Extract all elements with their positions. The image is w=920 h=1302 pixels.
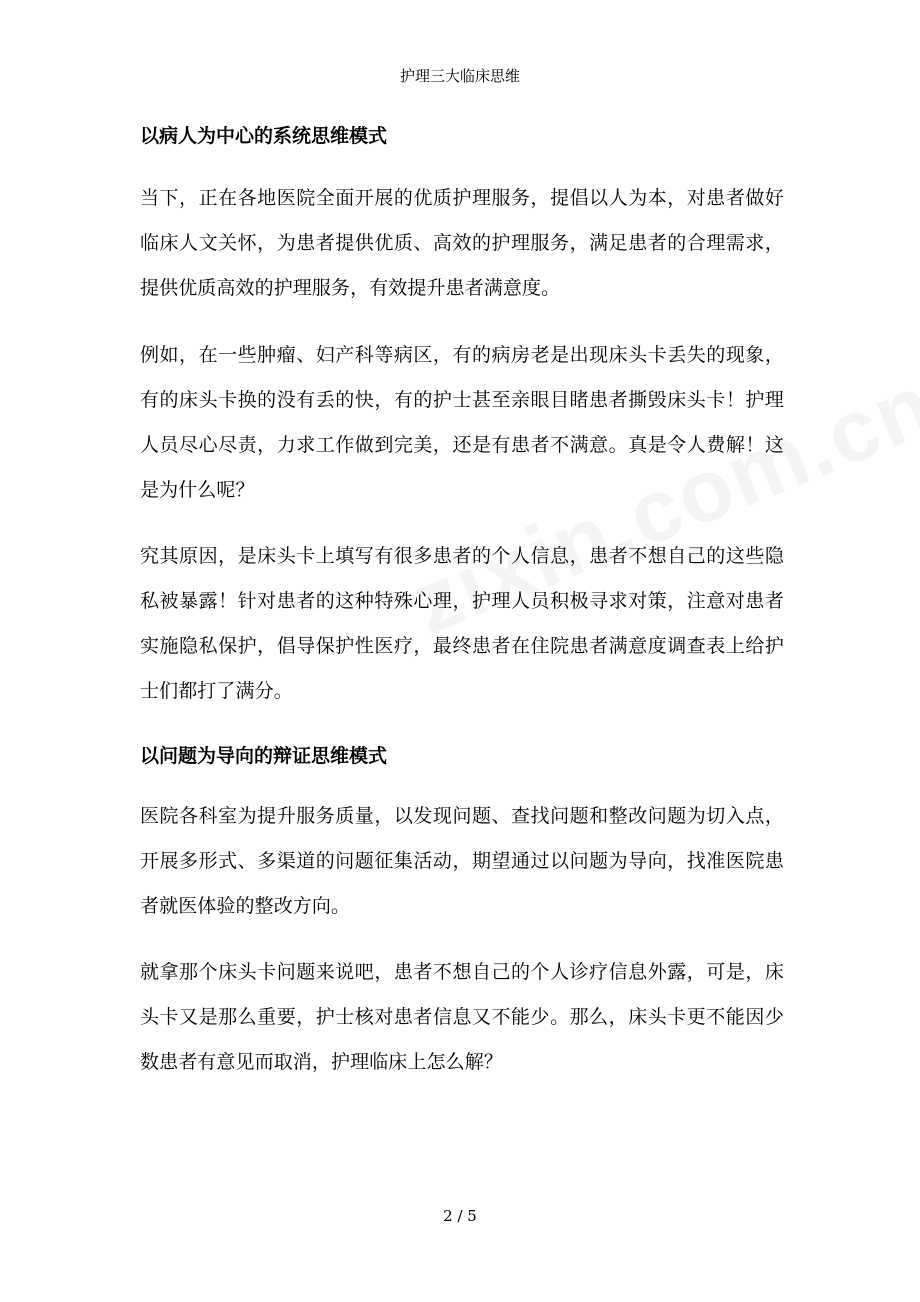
document-body bbox=[140, 118, 784, 1085]
running-header: 护理三大临床思维 bbox=[399, 67, 520, 85]
section-heading-2: 以问题为导向的辩证思维模式 bbox=[140, 745, 388, 767]
section-heading-1: 以病人为中心的系统思维模式 bbox=[140, 125, 388, 147]
page-number: 2 / 5 bbox=[443, 1207, 477, 1225]
paragraph-5: 就拿那个床头卡问题来说吧，患者不想自己的个人诊疗信息外露，可是，床头卡又是那么重要，护士核对患者信息又不能少。那么，床头卡更不能因少数患者有意见而取消，护理临床上怎么解？ bbox=[140, 961, 784, 1073]
paragraph-2: 例如，在一些肿瘤、妇产科等病区，有的病房老是出现床头卡丢失的现象，有的床头卡换的没有丢的快，有的护士甚至亲眼目睹患者撕毁床头卡！护理人员尽心尽责，力求工作做到完美，还是有患者不满意。真是令人费解！这是为什么呢？ bbox=[140, 344, 784, 501]
paragraph-3: 究其原因，是床头卡上填写有很多患者的个人信息，患者不想自己的这些隐私被暴露！针对患者的这种特殊心理，护理人员积极寻求对策，注意对患者实施隐私保护，倡导保护性医疗，最终患者在住院患者满意度调查表上给护士们都打了满分。 bbox=[140, 545, 784, 702]
paragraph-4: 医院各科室为提升服务质量，以发现问题、查找问题和整改问题为切入点，开展多形式、多渠道的问题征集活动，期望通过以问题为导向，找准医院患者就医体验的整改方向。 bbox=[140, 805, 784, 917]
paragraph-1: 当下，正在各地医院全面开展的优质护理服务，提倡以人为本，对患者做好临床人文关怀，为患者提供优质、高效的护理服务，满足患者的合理需求，提供优质高效的护理服务，有效提升患者满意度。 bbox=[140, 187, 784, 299]
